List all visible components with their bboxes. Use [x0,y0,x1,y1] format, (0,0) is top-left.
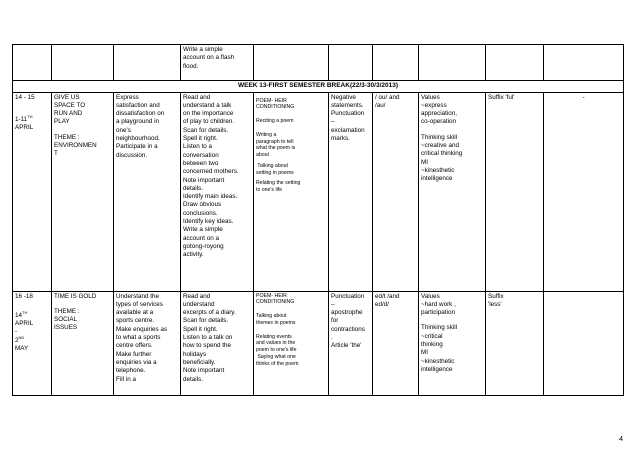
text-line: Punctuation [331,292,365,300]
text-line: Participate in a [116,143,158,151]
text-line: ed/d/ [375,300,390,308]
cell-values [419,291,486,395]
text-line: themes in poems [256,319,296,326]
text-line: on the importance [183,110,234,118]
date-month: APRIL [15,124,34,132]
text-line: – [331,300,335,308]
text-line: account on a [183,234,220,242]
lesson-plan-table [12,44,624,396]
text-line: Negative [331,93,356,101]
text-line: Spell it right. [183,135,218,143]
cell-reading-writing [181,45,254,81]
text-line: between two [183,159,219,167]
cell-sounds [373,92,419,291]
text-line: Suffix [488,292,504,300]
text-line: Talking about [256,313,287,320]
text-line: CONDITIONING [256,299,295,306]
cell-topic [52,291,114,395]
cell-remarks [544,92,624,291]
table-row [13,45,624,81]
text-line: Note important [183,367,225,375]
cell-week [13,291,52,395]
text-line: intelligence [421,365,453,373]
text-line: activity. [183,251,204,259]
text-line: ed/t /and [375,292,400,300]
cell [544,45,624,81]
cell-values [419,92,486,291]
cell [329,45,373,81]
text-line: Values [421,292,440,300]
topic-line: PLAY [54,118,70,126]
text-line: what the poem is [256,145,296,152]
text-line: understand a talk [183,101,232,109]
date-start: 14TH [15,309,28,319]
text-line: Punctuation [331,110,365,118]
text-line: Read and [183,93,211,101]
text-line: Express [116,93,139,101]
cell-literature [254,92,329,291]
text-line: participation [421,309,455,317]
cell-listening [114,92,181,291]
cell [254,45,329,81]
text-line: ~critical [421,332,443,340]
text-line: Talking about [256,162,288,169]
text-line: understand [183,300,215,308]
text-line: Article 'the' [331,342,362,350]
cell-reading-writing [181,291,254,395]
text-line: setting in poems [256,169,294,176]
theme-line: ISSUES [54,324,78,332]
text-line: appreciation, [421,110,458,118]
text-line: poem to one's life [256,347,297,354]
text-line: Draw obvious [183,201,222,209]
cell-listening [114,291,181,395]
cell-grammar [329,291,373,395]
cell-vocab [486,92,544,291]
theme-line: T [54,150,58,158]
text-line: Note important [183,176,225,184]
topic-line: SPACE TO [54,101,86,109]
text-line: intelligence [421,175,453,183]
theme-line: THEME : [54,133,80,141]
text-line: Write a simple [183,226,223,234]
text-line: discussion. [116,151,148,159]
text-line: - [582,93,585,101]
text-line: and values in the [256,340,296,347]
cell [419,45,486,81]
text-line: ~hard work , [421,300,456,308]
text-line: telephone. [116,367,146,375]
theme-line: ENVIRONMEN [54,142,97,150]
text-line: / ou/ and [375,93,400,101]
text-line: dissatisfaction on [116,110,165,118]
cell-grammar [329,92,373,291]
text-line: flood. [183,62,199,70]
text-line: Identify main ideas. [183,193,238,201]
text-line: centre offers. [116,342,153,350]
text-line: satisfaction and [116,101,160,109]
text-line: 'less' [488,300,502,308]
text-line: Listen to a [183,143,213,151]
topic-line: GIVE US [54,93,80,101]
date-start: 1-11TH [15,113,33,123]
text-line: details. [183,375,203,383]
cell-vocab [486,291,544,395]
cell-remarks [544,291,624,395]
text-line: beneficially. [183,358,216,366]
text-line: Make enquiries as [116,325,168,333]
topic-line: TIME IS GOLD [54,292,97,300]
theme-line: SOCIAL [54,316,78,324]
cell [486,45,544,81]
week-banner: WEEK 13-FIRST SEMESTER BREAK(22/3-30/3/2013) [13,81,624,93]
text-line: one's [116,126,131,134]
text-line: co-operation [421,118,457,126]
text-line: how to spend the [183,342,231,350]
text-line: critical thinking [421,150,463,158]
text-line: Identify key ideas. [183,218,234,226]
text-line: CONDITIONING [256,104,295,111]
text-line: gotong-royong [183,242,224,250]
text-line: Relating the setting [256,180,301,187]
text-line: about [256,152,269,159]
text-line: Understand the [116,292,160,300]
cell [114,45,181,81]
cell-week [13,92,52,291]
text-line: for [331,317,339,325]
topic-line: RUN AND [54,110,83,118]
text-line: ~express [421,101,447,109]
text-line: details. [183,184,203,192]
cell-topic [52,92,114,291]
page-number: 4 [619,436,623,443]
text-line: Listen to a talk on [183,334,233,342]
table-row [13,81,624,93]
text-line: apostrophe [331,309,363,317]
date-month: APRIL [15,320,34,328]
date-month: MAY [15,345,29,353]
text-line: to what a sports [116,334,161,342]
text-line: types of services [116,300,163,308]
text-line: . [331,334,333,342]
cell-literature [254,291,329,395]
text-line: thinks of the poem [256,360,299,367]
text-line: POEM- HEIR [256,292,287,299]
text-line: available at a [116,309,154,317]
date-end: 2ND [15,334,25,344]
text-line: paragraph to tell [256,138,294,145]
table-row [13,92,624,291]
text-line: Suffix 'ful' [488,93,515,101]
text-line: concerned mothers. [183,168,239,176]
text-line: exclamation [331,126,365,134]
table-row [13,291,624,395]
cell-sounds [373,291,419,395]
text-line: sports centre. [116,317,155,325]
text-line: Scan for details. [183,126,229,134]
text-line: ~creative and [421,142,459,150]
text-line: Write a simple [183,46,223,53]
text-line: Saying what one [256,353,296,360]
text-line: to one's life [256,187,283,194]
text-line: conclusions. [183,209,218,217]
text-line: neighbourhood. [116,135,160,143]
text-line: Thinking skill [421,324,458,332]
text-line: of play to children. [183,118,235,126]
cell [52,45,114,81]
text-line: account on a flash [183,54,235,62]
text-line: Make further [116,350,152,358]
week-range: 16 -18 [15,292,33,300]
text-line: ~kinesthetic [421,166,455,174]
text-line: contractions [331,325,365,333]
date-dash: - [15,328,18,336]
text-line: thinking [421,341,443,349]
text-line: conversation [183,151,219,159]
text-line: enquiries via a [116,358,157,366]
text-line: statements. [331,101,364,109]
cell [13,45,52,81]
text-line: ~kinesthetic [421,357,455,365]
text-line: marks. [331,135,350,143]
text-line: Thinking skill [421,133,458,141]
text-line: Relating events [256,333,292,340]
text-line: Scan for details. [183,317,229,325]
text-line: a playground in [116,118,160,126]
text-line: Reciting a poem [256,118,294,125]
text-line: MI [421,349,428,357]
text-line: – [331,118,335,126]
text-line: Values [421,93,440,101]
cell [373,45,419,81]
text-line: Spell it right. [183,325,218,333]
text-line: Writing a [256,131,277,138]
text-line: excerpts of a diary. [183,309,236,317]
text-line: Read and [183,292,211,300]
text-line: MI [421,158,428,166]
cell-reading-writing [181,92,254,291]
text-line: /au/ [375,101,386,109]
text-line: Fill in a [116,375,136,383]
theme-line: THEME : [54,307,80,315]
text-line: holidays [183,350,207,358]
text-line: POEM- HEIR [256,97,287,104]
week-range: 14 - 15 [15,93,35,101]
